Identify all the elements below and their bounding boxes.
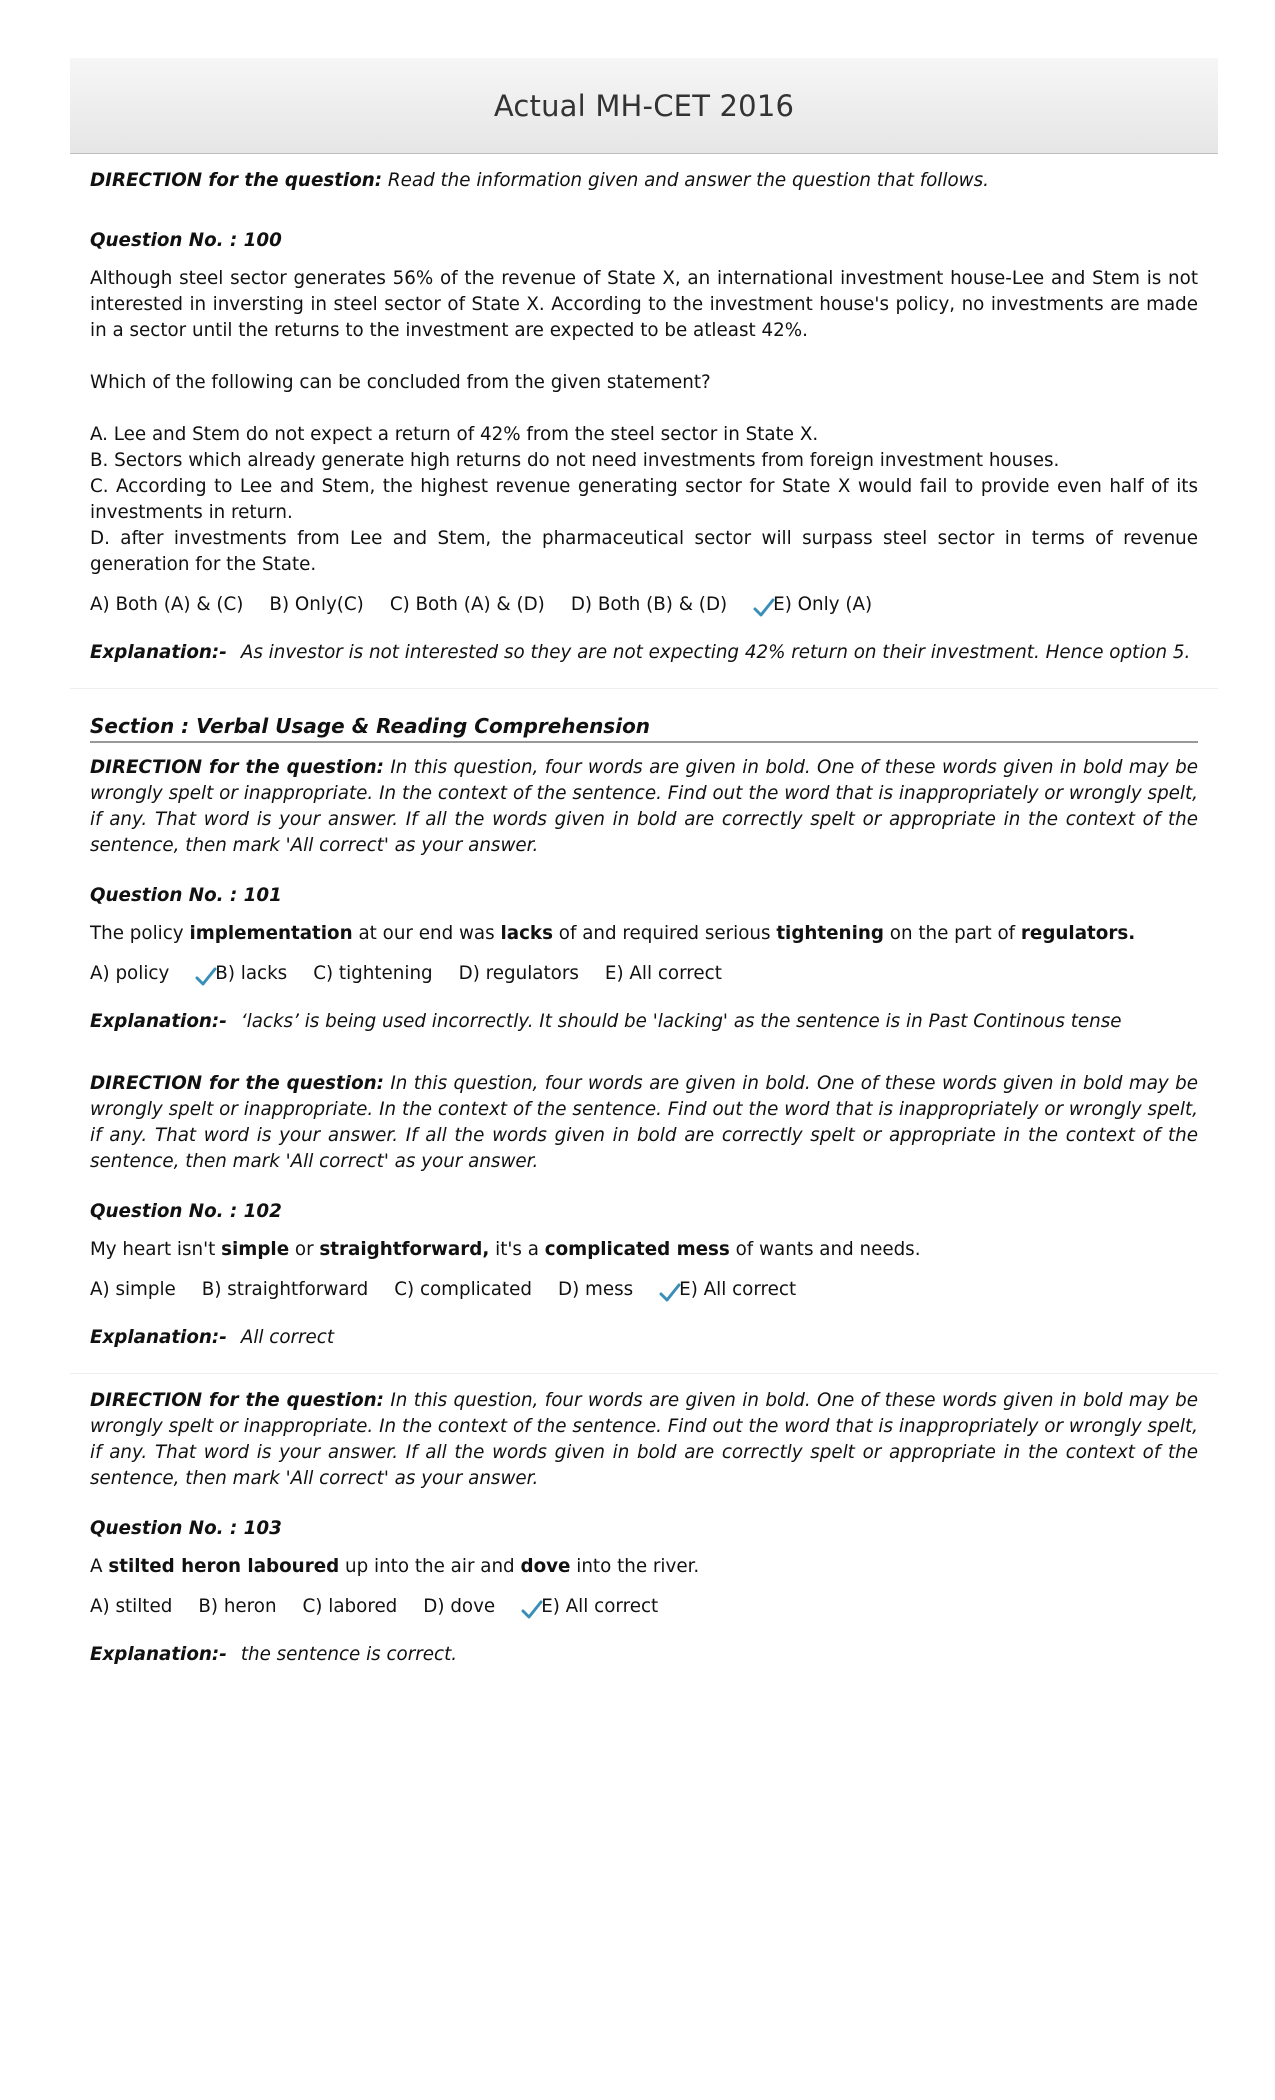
question-number: Question No. : 100: [90, 230, 282, 251]
option-label: D) regulators: [458, 963, 579, 984]
sentence-text: into the river.: [570, 1556, 700, 1577]
bold-word: complicated mess: [544, 1239, 730, 1260]
question-number: Question No. : 103: [90, 1518, 282, 1539]
option-label: C) complicated: [394, 1279, 533, 1300]
question-block-100: [90, 168, 1198, 666]
option-label: C) Both (A) & (D): [389, 594, 545, 615]
bold-word: stilted heron laboured: [108, 1556, 340, 1577]
sentence-text: A: [90, 1556, 109, 1577]
statement-list: [90, 422, 1198, 578]
option-label: B) heron: [198, 1596, 277, 1617]
sentence-text: My heart isn't: [90, 1239, 222, 1260]
option-label: D) dove: [423, 1596, 496, 1617]
sentence-text: of and required serious: [552, 923, 777, 944]
question-sentence: [90, 1554, 1198, 1580]
direction: [90, 168, 1198, 194]
bold-word: lacks: [500, 923, 553, 944]
option-label: A) policy: [90, 963, 170, 984]
question-number: Question No. : 102: [90, 1201, 282, 1222]
option-label: D) Both (B) & (D): [570, 594, 728, 615]
direction-text: In this question, four words are given in bold. One of these words given in bold may be wrongly spelt or inappropriate. In the context of the sentence. Find out the word that is inappropriately or wrongly spelt, if any. That word is your answer. If all the words given in bold are correctly spelt or appropriate in the context of the sentence, then mark 'All correct' as your answer.: [90, 757, 1198, 856]
direction-text: In this question, four words are given in bold. One of these words given in bold may be wrongly spelt or inappropriate. In the context of the sentence. Find out the word that is inappropriately or wrongly spelt, if any. That word is your answer. If all the words given in bold are correctly spelt or appropriate in the context of the sentence, then mark 'All correct' as your answer.: [90, 1390, 1198, 1489]
option-d[interactable]: [459, 961, 579, 987]
option-b[interactable]: [195, 961, 287, 987]
direction: [90, 1388, 1198, 1492]
option-label: A) Both (A) & (C): [90, 594, 244, 615]
option-e[interactable]: [605, 961, 722, 987]
checkmark-icon: [521, 1600, 543, 1620]
explanation-text: ‘lacks’ is being used incorrectly. It should be 'lacking' as the sentence is in Past Continous tense: [240, 1011, 1122, 1032]
sentence-text: up into the air and: [339, 1556, 521, 1577]
option-label: B) straightforward: [201, 1279, 369, 1300]
explanation: [90, 1642, 1198, 1668]
checkmark-icon: [659, 1283, 681, 1303]
sentence-text: or: [289, 1239, 320, 1260]
option-c[interactable]: [303, 1594, 398, 1620]
direction: [90, 1071, 1198, 1175]
checkmark-icon: [195, 967, 217, 987]
option-label: D) mess: [558, 1279, 634, 1300]
option-label: B) lacks: [215, 963, 288, 984]
direction-text: In this question, four words are given in bold. One of these words given in bold may be wrongly spelt or inappropriate. In the context of the sentence. Find out the word that is inappropriately or wrongly spelt, if any. That word is your answer. If all the words given in bold are correctly spelt or appropriate in the context of the sentence, then mark 'All correct' as your answer.: [90, 1073, 1198, 1172]
question-block-102: [90, 1071, 1198, 1351]
explanation-label: Explanation:-: [90, 1644, 227, 1665]
option-d[interactable]: [423, 1594, 495, 1620]
statement-b: B. Sectors which already generate high returns do not need investments from foreign investment houses.: [90, 450, 1060, 471]
question-sentence: [90, 1237, 1198, 1263]
statement-c: C. According to Lee and Stem, the highest revenue generating sector for State X would fail to provide even half of its investments in return.: [90, 476, 1198, 523]
page-title: Actual MH-CET 2016: [493, 88, 795, 123]
direction-label: DIRECTION for the question:: [90, 1390, 384, 1411]
direction-text: Read the information given and answer the question that follows.: [382, 170, 989, 191]
option-label: C) labored: [302, 1596, 398, 1617]
sentence-text: The policy: [90, 923, 190, 944]
option-e[interactable]: [753, 592, 872, 618]
direction-label: DIRECTION for the question:: [90, 170, 383, 191]
bold-word: simple: [221, 1239, 290, 1260]
option-c[interactable]: [394, 1277, 532, 1303]
bold-word: dove: [520, 1556, 571, 1577]
option-c[interactable]: [390, 592, 545, 618]
option-b[interactable]: [202, 1277, 368, 1303]
option-a[interactable]: [90, 1277, 176, 1303]
option-label: E) All correct: [679, 1279, 797, 1300]
explanation-text: the sentence is correct.: [240, 1644, 458, 1665]
sentence-text: on the part of: [883, 923, 1021, 944]
option-b[interactable]: [269, 592, 363, 618]
explanation: [90, 1009, 1198, 1035]
statement-d: D. after investments from Lee and Stem, the pharmaceutical sector will surpass steel sector in terms of revenue generation for the State.: [90, 528, 1198, 575]
section-title: Section : Verbal Usage & Reading Comprehension: [90, 713, 1198, 743]
explanation-label: Explanation:-: [90, 1327, 227, 1348]
option-d[interactable]: [571, 592, 727, 618]
checkmark-icon: [753, 598, 775, 618]
option-a[interactable]: [90, 1594, 172, 1620]
question-prompt: Which of the following can be concluded from the given statement?: [90, 372, 711, 393]
question-divider: [70, 688, 1218, 689]
option-label: E) All correct: [604, 963, 722, 984]
option-label: A) simple: [90, 1279, 176, 1300]
question-block-101: [90, 755, 1198, 1035]
direction: [90, 755, 1198, 859]
page-header: [70, 58, 1218, 154]
sentence-text: it's a: [489, 1239, 545, 1260]
bold-word: tightening: [776, 923, 884, 944]
answer-options: [90, 961, 1198, 987]
question-sentence: [90, 921, 1198, 947]
option-label: E) All correct: [541, 1596, 659, 1617]
option-a[interactable]: [90, 961, 169, 987]
explanation-text: As investor is not interested so they are not expecting 42% return on their investment. Hence option 5.: [240, 642, 1191, 663]
option-e[interactable]: [521, 1594, 658, 1620]
explanation-text: All correct: [240, 1327, 335, 1348]
option-label: B) Only(C): [269, 594, 364, 615]
explanation: [90, 640, 1198, 666]
explanation: [90, 1325, 1198, 1351]
answer-options: [90, 1277, 1198, 1303]
explanation-label: Explanation:-: [90, 1011, 227, 1032]
option-label: C) tightening: [313, 963, 433, 984]
explanation-label: Explanation:-: [90, 642, 227, 663]
option-e[interactable]: [659, 1277, 796, 1303]
answer-options: [90, 592, 1198, 618]
answer-options: [90, 1594, 1198, 1620]
sentence-text: of wants and needs.: [729, 1239, 921, 1260]
option-label: E) Only (A): [773, 594, 873, 615]
option-b[interactable]: [198, 1594, 276, 1620]
direction-label: DIRECTION for the question:: [90, 1073, 384, 1094]
question-number: Question No. : 101: [90, 885, 282, 906]
option-d[interactable]: [558, 1277, 633, 1303]
option-label: A) stilted: [90, 1596, 173, 1617]
option-a[interactable]: [90, 592, 243, 618]
direction-label: DIRECTION for the question:: [90, 757, 384, 778]
question-divider: [70, 1373, 1218, 1374]
bold-word: regulators.: [1020, 923, 1136, 944]
sentence-text: at our end was: [352, 923, 501, 944]
statement-a: A. Lee and Stem do not expect a return of 42% from the steel sector in State X.: [90, 424, 819, 445]
option-c[interactable]: [313, 961, 432, 987]
bold-word: straightforward,: [319, 1239, 490, 1260]
bold-word: implementation: [189, 923, 353, 944]
question-passage: Although steel sector generates 56% of the revenue of State X, an international investment house-Lee and Stem is not interested in inversting in steel sector of State X. According to the investment house's policy, no investments are made in a sector until the returns to the investment are expected to be atleast 42%.: [90, 268, 1198, 341]
question-block-103: [90, 1388, 1198, 1668]
question-content: [90, 168, 1198, 1668]
